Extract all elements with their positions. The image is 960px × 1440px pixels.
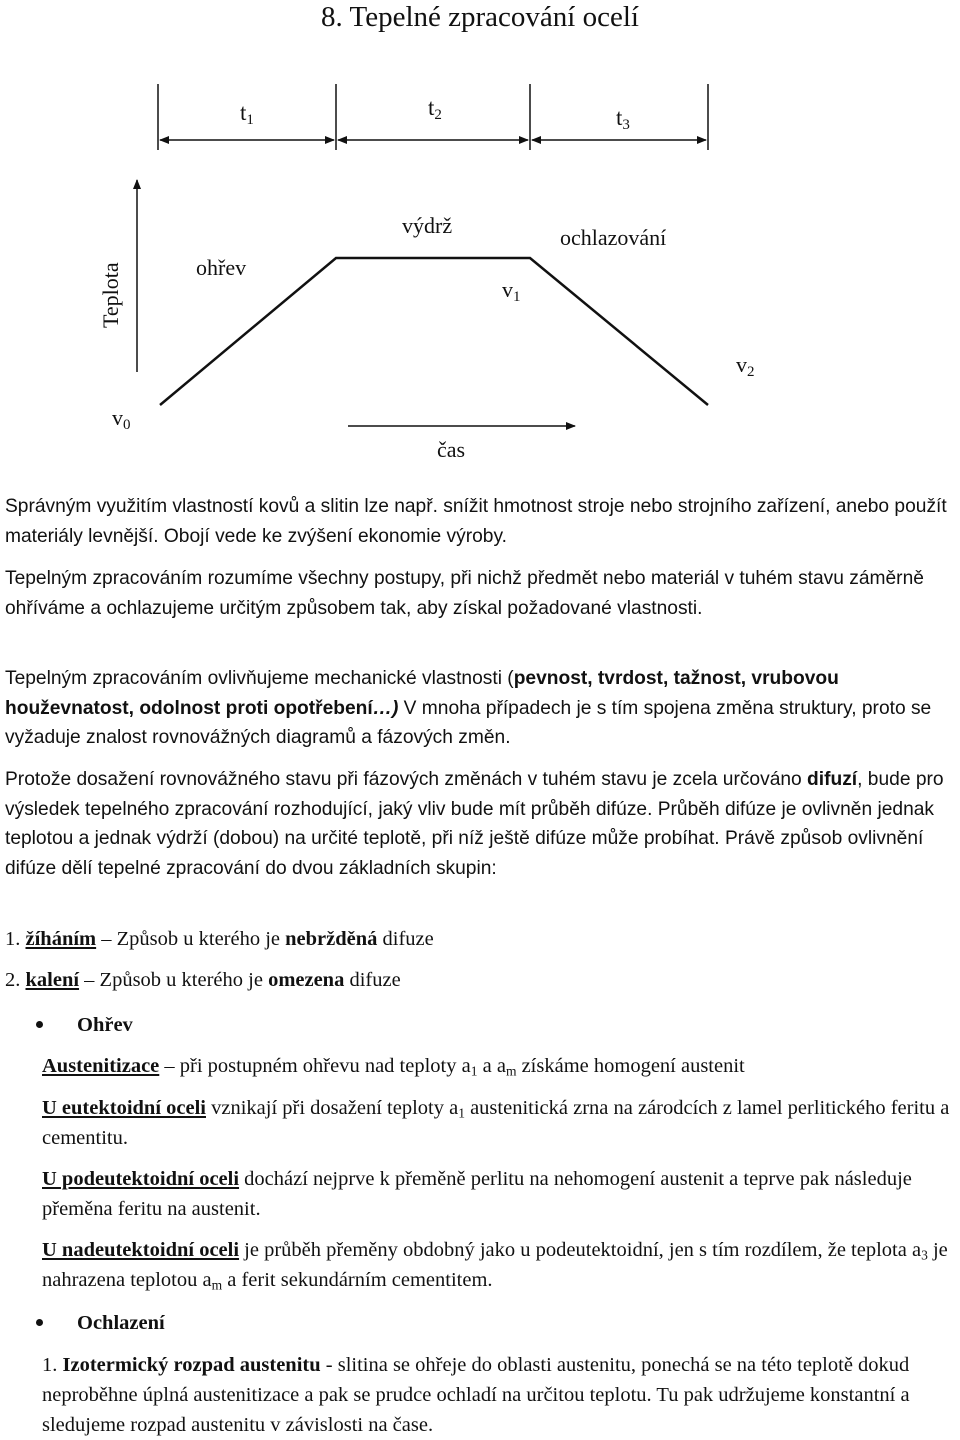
diffusion-paragraph: Protože dosažení rovnovážného stavu při fázových změnách v tuhém stavu je zcela určováno difuzí, bude pro výsledek tepelného zpracování rozhodující, jaký vliv bude mít průběh difúze. Průběh difúze je ovlivněn jednak teplotou a jednak výdrží (dobou) na určité teplotě, při níž ještě difúze může probíhat. Právě způsob ovlivnění difúze dělí tepelné zpracování do dvou základních skupin:: [5, 769, 944, 879]
v0-label: v0: [112, 405, 131, 433]
bullet-dot-icon: [36, 1319, 43, 1326]
x-axis-label: čas: [437, 437, 466, 462]
process-curve: [160, 258, 708, 405]
hypoeutectoid-paragraph: U podeutektoidní oceli dochází nejprve k přeměně perlitu na nehomogení austenit a teprve pak následuje přeměna feritu na austenit.: [42, 1168, 912, 1220]
mechanical-properties-paragraph: Tepelným zpracováním ovlivňujeme mechanické vlastnosti (pevnost, tvrdost, tažnost, vrubovou houževnatost, odolnost proti opotřebení…) V mnoha případech je s tím spojena změna struktury, proto se vyžaduje znalost rovnovážných diagramů a fázových změn.: [5, 668, 932, 748]
hold-label: výdrž: [402, 213, 453, 238]
v1-label: v1: [502, 277, 521, 305]
t3-label: t3: [616, 105, 630, 133]
heating-label: ohřev: [196, 255, 247, 280]
page-title: 8. Tepelné zpracování ocelí: [321, 1, 639, 33]
eutectoid-paragraph: U eutektoidní oceli vznikají při dosažení teploty $a_1$ austenitická zrna na zárodcích z lamel perlitického feritu a cementitu.: [42, 1097, 950, 1149]
hypereutectoid-paragraph: U nadeutektoidní oceli je průběh přeměny obdobný jako u podeutektoidní, jen s tím rozdílem, že teplota $a_3$ je nahrazena teplotou $a_m$ a ferit sekundárním cementitem.: [42, 1239, 948, 1293]
list-item-annealing: 1. žíháním – Způsob u kterého je nebržděná difuze: [5, 928, 434, 950]
list-item-hardening: 2. kalení – Způsob u kterého je omezena difuze: [5, 969, 401, 991]
cooling-label: ochlazování: [560, 225, 667, 250]
austenitization-paragraph: Austenitizace – při postupném ohřevu nad teploty $a_1$ a $a_m$ získáme homogení austenit: [42, 1055, 745, 1079]
t1-label: t1: [240, 100, 254, 128]
v2-label: v2: [736, 352, 755, 380]
bullet-cooling: Ochlazení: [36, 1308, 165, 1338]
t2-label: t2: [428, 95, 442, 123]
heat-treatment-diagram: [0, 60, 960, 470]
definition-paragraph: Tepelným zpracováním rozumíme všechny postupy, při nichž předmět nebo materiál v tuhém stavu záměrně ohříváme a ochlazujeme určitým způsobem tak, aby získal požadované vlastnosti.: [5, 568, 924, 619]
isothermal-decomposition-paragraph: 1. Izotermický rozpad austenitu - slitina se ohřeje do oblasti austenitu, ponechá se na této teplotě dokud neproběhne úplná austenitizace a pak se prudce ochladí na určitou teplotu. Tu pak udržujeme konstantní a sledujeme rozpad austenitu v závislosti na čase.: [42, 1354, 910, 1436]
intro-paragraph: Správným využitím vlastností kovů a slitin lze např. snížit hmotnost stroje nebo strojního zařízení, anebo použít materiály levnější. Obojí vede ke zvýšení ekonomie výroby.: [5, 496, 947, 547]
bullet-dot-icon: [36, 1021, 43, 1028]
bullet-heating: Ohřev: [36, 1010, 133, 1040]
y-axis-label: Teplota: [98, 262, 123, 328]
